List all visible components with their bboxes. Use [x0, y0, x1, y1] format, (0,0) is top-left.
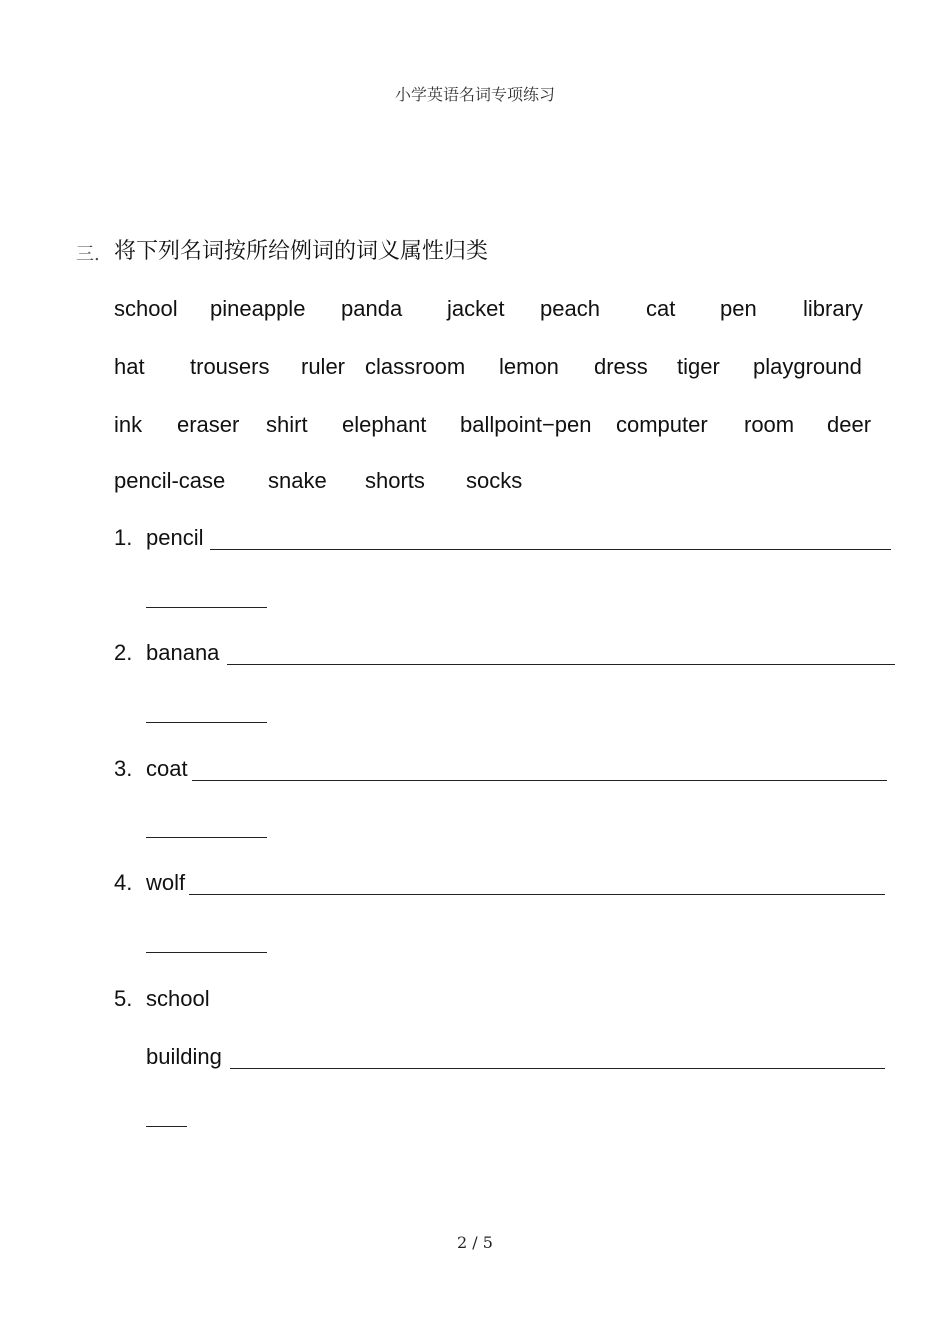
word-bank-item: room: [744, 412, 795, 437]
question-word: coat: [146, 756, 188, 781]
word-bank-item: eraser: [177, 412, 240, 437]
question-number: 2.: [114, 640, 133, 665]
question-word: school: [146, 986, 210, 1011]
word-bank-item: trousers: [190, 354, 270, 379]
word-bank-item: peach: [540, 296, 600, 321]
word-bank-item: shirt: [266, 412, 308, 437]
page-header-title: 小学英语名词专项练习: [394, 85, 555, 104]
word-bank-item: ballpoint−pen: [460, 412, 592, 437]
page-number: 2 / 5: [457, 1233, 493, 1252]
word-bank-item: deer: [827, 412, 872, 437]
question-number: 4.: [114, 870, 133, 895]
answer-line[interactable]: [192, 780, 887, 781]
answer-line[interactable]: [189, 894, 885, 895]
question-word: pencil: [146, 525, 204, 550]
question-number: 5.: [114, 986, 133, 1011]
question-number: 1.: [114, 525, 133, 550]
word-bank-item: pen: [720, 296, 757, 321]
word-bank-item: pineapple: [210, 296, 306, 321]
word-bank-item: classroom: [365, 354, 466, 379]
question-word-line2: building: [146, 1044, 222, 1069]
word-bank-item: computer: [616, 412, 708, 437]
answer-line-continuation[interactable]: [146, 837, 267, 838]
answer-line-continuation[interactable]: [146, 722, 267, 723]
word-bank-item: panda: [341, 296, 403, 321]
word-bank-item: playground: [753, 354, 862, 379]
answer-line[interactable]: [227, 664, 895, 665]
answer-line-continuation[interactable]: [146, 952, 267, 953]
section-number: 三.: [76, 244, 100, 265]
word-bank-item: ink: [114, 412, 143, 437]
word-bank-item: lemon: [499, 354, 559, 379]
word-bank-item: dress: [594, 354, 648, 379]
section-instruction: 将下列名词按所给例词的词义属性归类: [114, 239, 489, 264]
word-bank-item: socks: [466, 468, 523, 493]
word-bank-item: library: [803, 296, 863, 321]
word-bank-item: ruler: [301, 354, 346, 379]
word-bank-item: elephant: [342, 412, 427, 437]
answer-line-continuation[interactable]: [146, 1126, 187, 1127]
word-bank-item: jacket: [447, 296, 505, 321]
word-bank-item: cat: [646, 296, 676, 321]
word-bank-item: shorts: [365, 468, 425, 493]
question-word: banana: [146, 640, 220, 665]
answer-line[interactable]: [230, 1068, 885, 1069]
word-bank-item: tiger: [677, 354, 720, 379]
question-word: wolf: [146, 870, 186, 895]
answer-line-continuation[interactable]: [146, 607, 267, 608]
word-bank-item: school: [114, 296, 178, 321]
question-number: 3.: [114, 756, 133, 781]
answer-line[interactable]: [210, 549, 891, 550]
word-bank-item: hat: [114, 354, 145, 379]
word-bank-item: pencil-case: [114, 468, 226, 493]
word-bank-item: snake: [268, 468, 327, 493]
